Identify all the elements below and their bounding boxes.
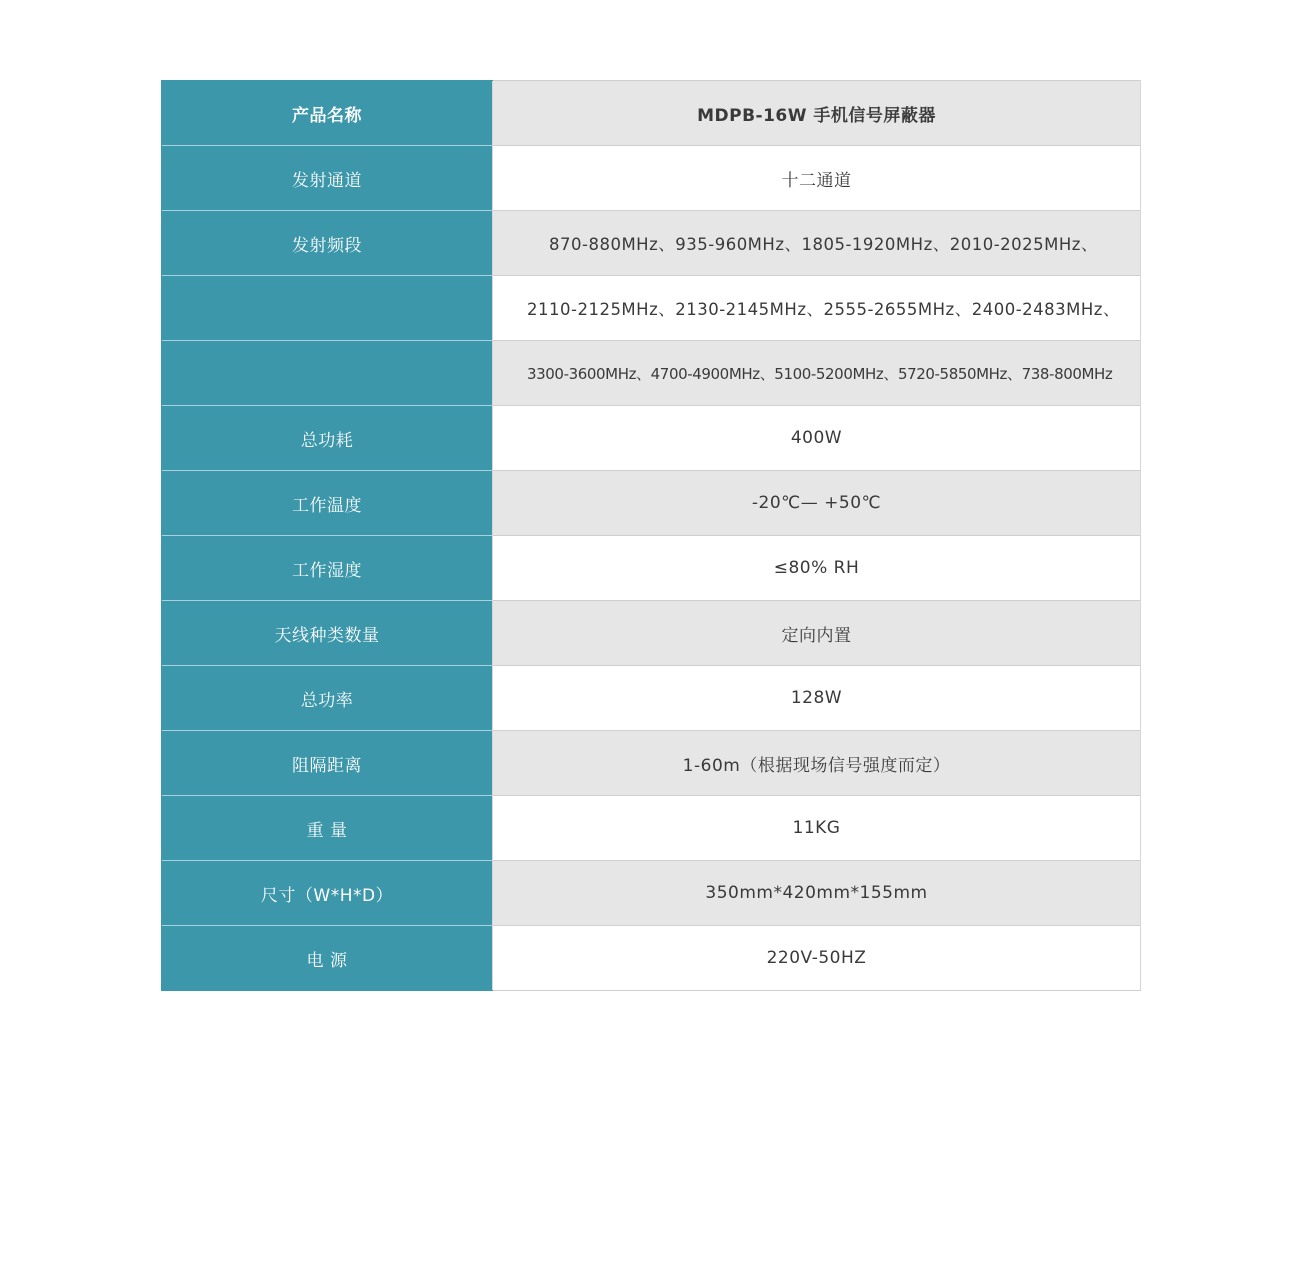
- spec-value-frequency-bands-line-1: 870-880MHz、935-960MHz、1805-1920MHz、2010-2025MHz、: [493, 211, 1141, 276]
- table-row: [162, 211, 1141, 276]
- spec-label-channels: 发射通道: [162, 146, 493, 211]
- spec-label-total-output-power: 总功率: [162, 666, 493, 731]
- spec-value-operating-temperature: -20℃— +50℃: [493, 471, 1141, 536]
- table-row: [162, 81, 1141, 146]
- spec-value-channels: 十二通道: [493, 146, 1141, 211]
- spec-value-weight: 11KG: [493, 796, 1141, 861]
- table-row: [162, 926, 1141, 991]
- spec-table: [161, 80, 1141, 991]
- spec-value-frequency-bands-line-3: 3300-3600MHz、4700-4900MHz、5100-5200MHz、5720-5850MHz、738-800MHz: [493, 341, 1141, 406]
- spec-label-empty: [162, 341, 493, 406]
- spec-value-antenna-type: 定向内置: [493, 601, 1141, 666]
- spec-value-product-name: MDPB-16W 手机信号屏蔽器: [493, 81, 1141, 146]
- spec-value-total-power-consumption: 400W: [493, 406, 1141, 471]
- table-row: [162, 146, 1141, 211]
- spec-label-empty: [162, 276, 493, 341]
- spec-value-operating-humidity: ≤80% RH: [493, 536, 1141, 601]
- spec-label-frequency-bands: 发射频段: [162, 211, 493, 276]
- spec-label-dimensions: 尺寸（W*H*D）: [162, 861, 493, 926]
- spec-value-blocking-distance: 1-60m（根据现场信号强度而定）: [493, 731, 1141, 796]
- spec-label-antenna-type: 天线种类数量: [162, 601, 493, 666]
- table-row: [162, 861, 1141, 926]
- spec-value-total-output-power: 128W: [493, 666, 1141, 731]
- table-row: [162, 601, 1141, 666]
- table-row: [162, 406, 1141, 471]
- table-row: [162, 796, 1141, 861]
- table-row: [162, 536, 1141, 601]
- table-row: [162, 471, 1141, 536]
- spec-label-weight: 重 量: [162, 796, 493, 861]
- spec-label-operating-temperature: 工作温度: [162, 471, 493, 536]
- table-row: [162, 731, 1141, 796]
- spec-label-total-power-consumption: 总功耗: [162, 406, 493, 471]
- table-row: [162, 276, 1141, 341]
- spec-value-dimensions: 350mm*420mm*155mm: [493, 861, 1141, 926]
- spec-label-blocking-distance: 阻隔距离: [162, 731, 493, 796]
- spec-value-frequency-bands-line-2: 2110-2125MHz、2130-2145MHz、2555-2655MHz、2400-2483MHz、: [493, 276, 1141, 341]
- table-row: [162, 666, 1141, 731]
- spec-label-product-name: 产品名称: [162, 81, 493, 146]
- table-row: [162, 341, 1141, 406]
- spec-label-power-supply: 电 源: [162, 926, 493, 991]
- spec-label-operating-humidity: 工作湿度: [162, 536, 493, 601]
- spec-value-power-supply: 220V-50HZ: [493, 926, 1141, 991]
